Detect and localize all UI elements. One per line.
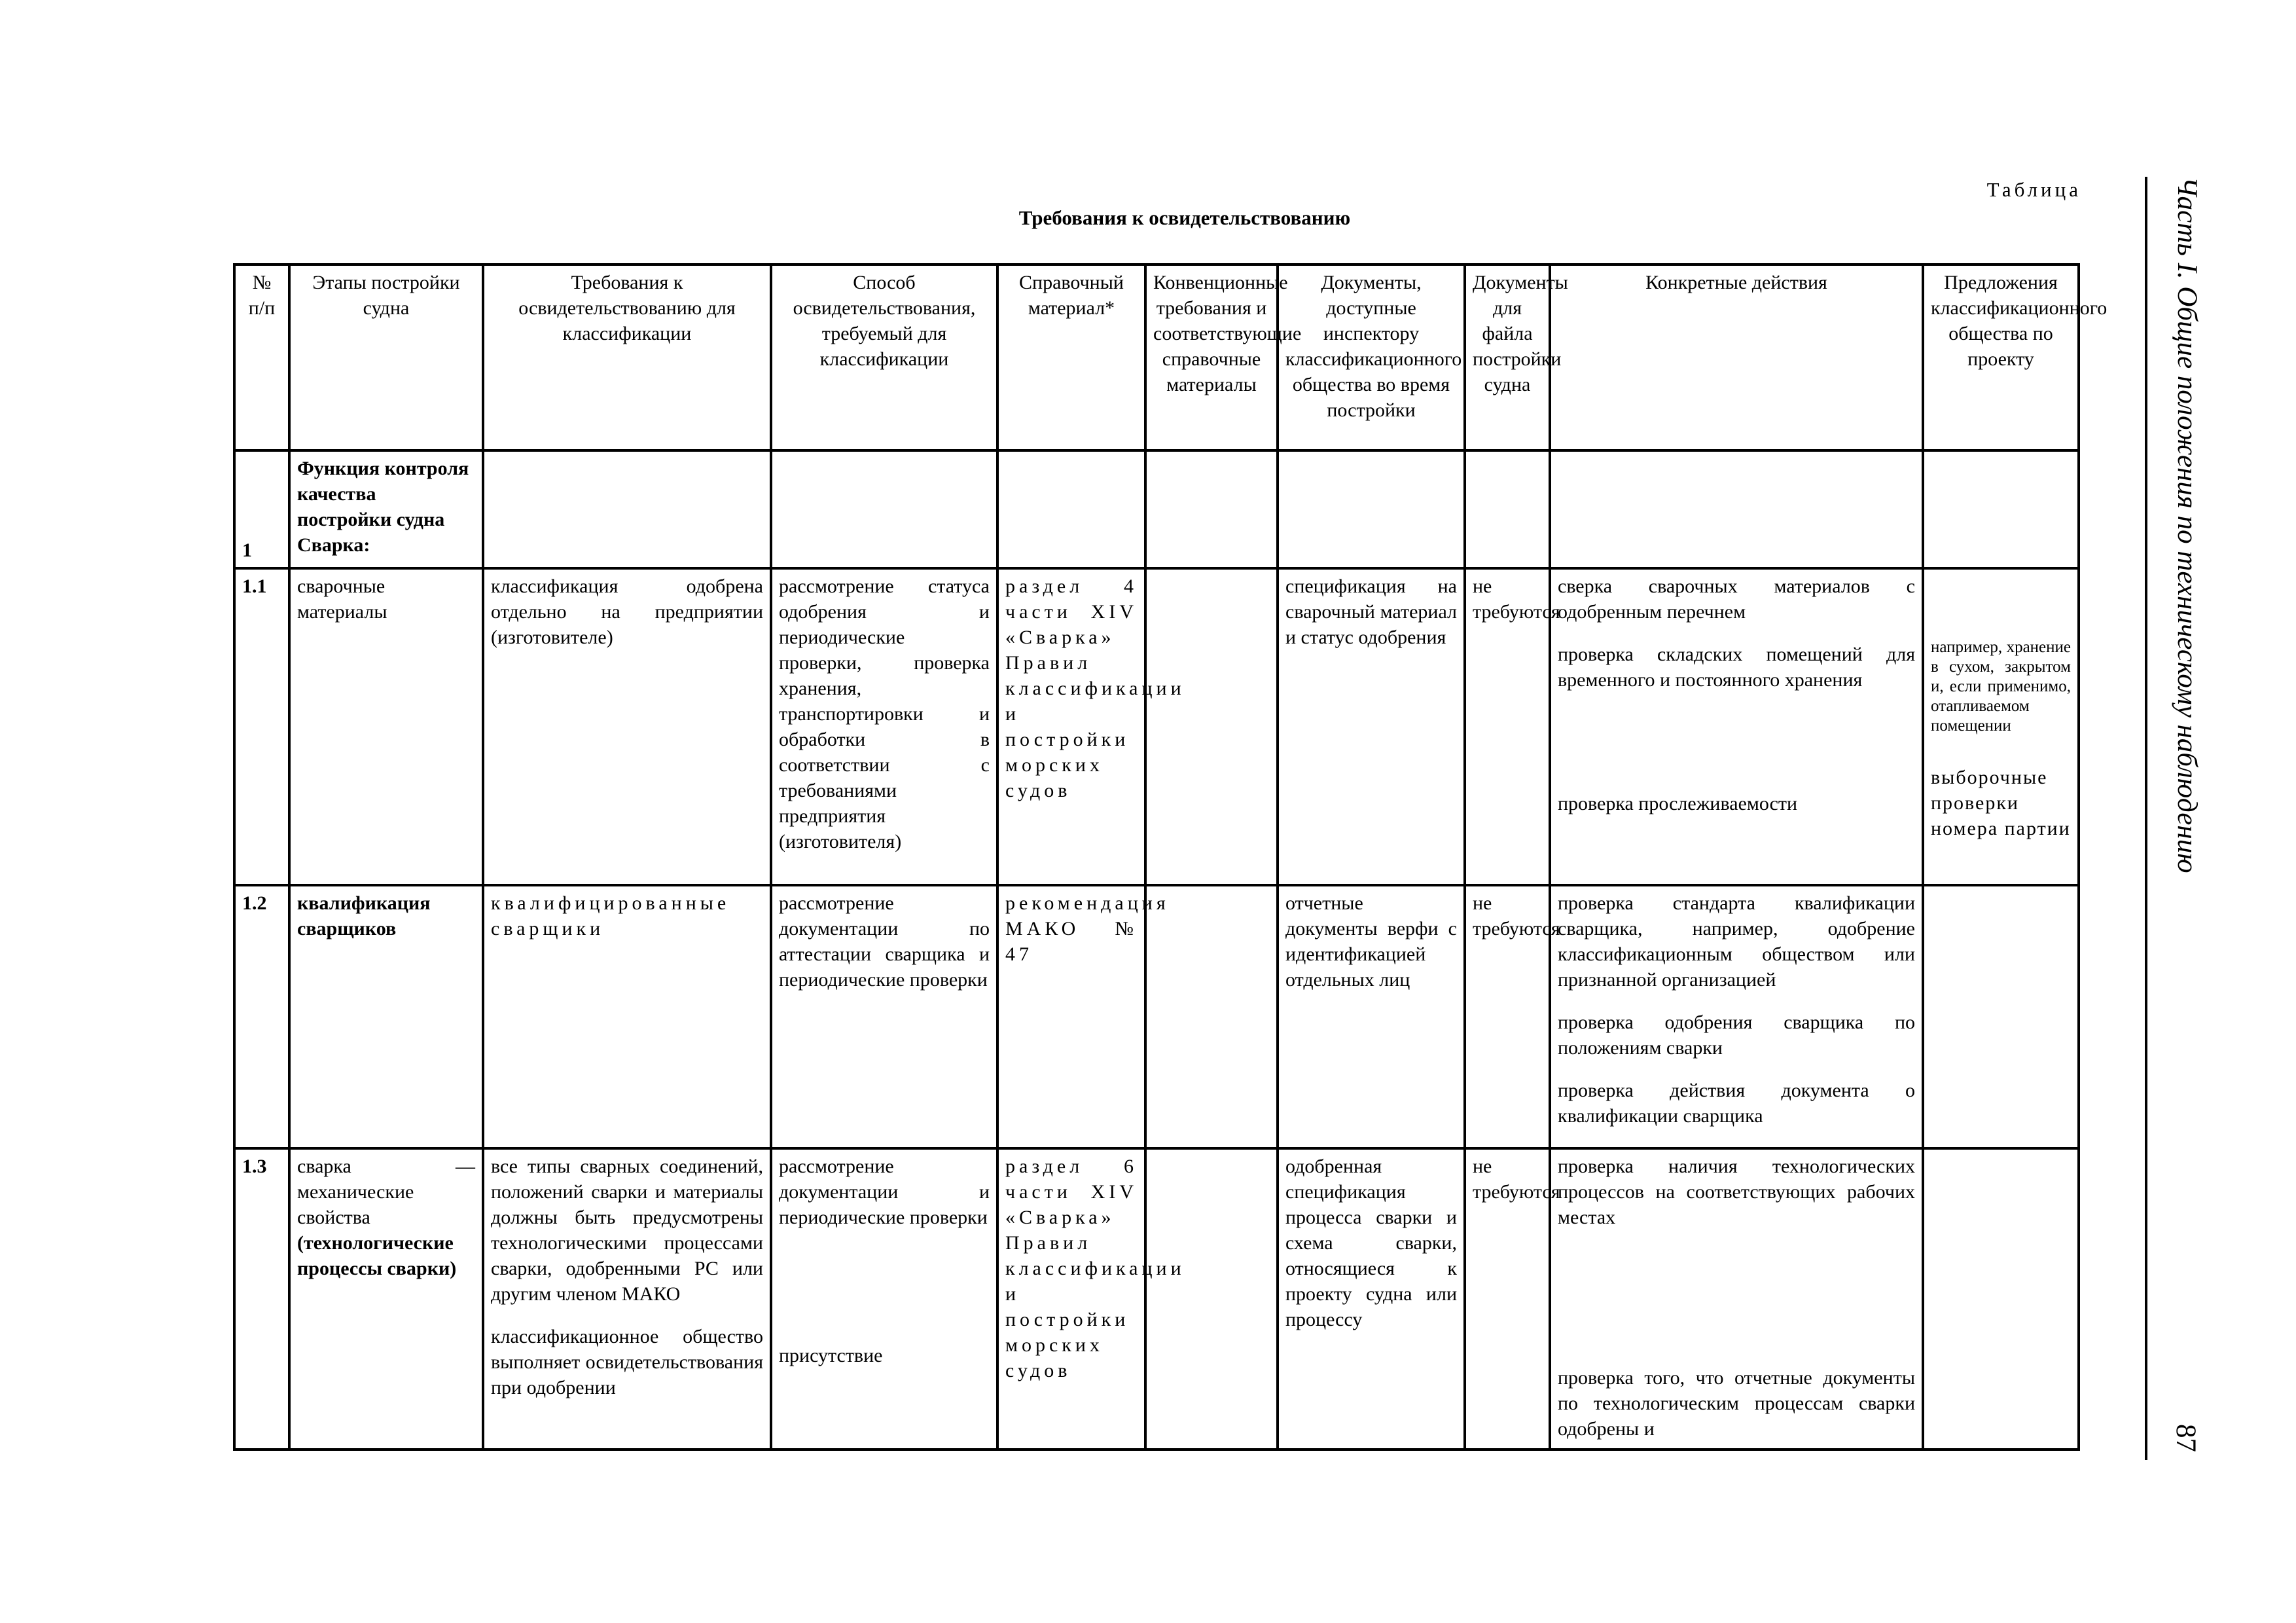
- table-header-row: [234, 264, 2079, 450]
- method-cell: рассмотрение документации по аттестации сварщика и периодические проверки: [771, 885, 997, 1148]
- page-number: 87: [2170, 1424, 2201, 1452]
- proposal-item: например, хранение в сухом, закрытом и, если применимо, отапливаемом помещении: [1931, 638, 2071, 735]
- section-title-cell: [289, 450, 483, 568]
- header-cell: Этапы постройки судна: [289, 264, 483, 450]
- side-running-title: Часть I. Общие положения по техническому наблюдению: [2172, 177, 2202, 873]
- stage-cell: [289, 1148, 483, 1450]
- header-cell: Справочный материал*: [997, 264, 1145, 450]
- method-item: присутствие: [779, 1345, 883, 1366]
- table-row: [234, 568, 2079, 885]
- action-item: проверка одобрения сварщика по положениям сварки: [1558, 1012, 1915, 1059]
- requirement-item: все типы сварных соединений, положений сварки и материалы должны быть предусмотрены технологическими процессами сварки, одобренными РС или другим членом МАКО: [491, 1156, 763, 1305]
- actions-cell: [1550, 1148, 1923, 1450]
- requirement-cell: [483, 1148, 771, 1450]
- table-row: [234, 1148, 2079, 1450]
- header-cell: Документы, доступные инспектору классификационного общества во время постройки: [1278, 264, 1465, 450]
- table-label: Таблица: [1986, 178, 2081, 201]
- requirement-cell: квалифицированные сварщики: [483, 885, 771, 1148]
- file-docs-cell: не требуются: [1465, 1148, 1550, 1450]
- stage-text-detail: (технологические процессы сварки): [297, 1232, 457, 1279]
- documents-cell: спецификация на сварочный материал и статус одобрения: [1278, 568, 1465, 885]
- table-title: Требования к освидетельствованию: [1018, 206, 1351, 229]
- documents-cell: отчетные документы верфи с идентификацией отдельных лиц: [1278, 885, 1465, 1148]
- proposal-item: выборочные проверки номера партии: [1931, 767, 2071, 839]
- stage-cell: сварочные материалы: [289, 568, 483, 885]
- proposals-cell: [1923, 568, 2079, 885]
- method-cell: [771, 1148, 997, 1450]
- documents-cell: одобренная спецификация процесса сварки и схема сварки, относящиеся к проекту судна или процессу: [1278, 1148, 1465, 1450]
- side-rule: [2145, 177, 2147, 1460]
- action-item: сверка сварочных материалов с одобренным перечнем: [1558, 575, 1915, 623]
- row-number: 1.1: [234, 568, 289, 885]
- convention-cell: [1145, 1148, 1278, 1450]
- header-cell: № п/п: [234, 264, 289, 450]
- file-docs-cell: не требуются: [1465, 885, 1550, 1148]
- header-cell: Конвенционные требования и соответствующие справочные материалы: [1145, 264, 1278, 450]
- reference-cell: раздел 6 части XIV «Сварка» Правил классификации и постройки морских судов: [997, 1148, 1145, 1450]
- requirement-cell: классификация одобрена отдельно на предприятии (изготовителе): [483, 568, 771, 885]
- action-item: проверка того, что отчетные документы по технологическим процессам сварки одобрены и: [1558, 1367, 1915, 1440]
- proposals-cell: [1923, 1148, 2079, 1450]
- row-number: 1.2: [234, 885, 289, 1148]
- reference-cell: раздел 4 части XIV «Сварка» Правил классификации и постройки морских судов: [997, 568, 1145, 885]
- section-row: [234, 450, 2079, 568]
- action-item: проверка наличия технологических процессов на соответствующих рабочих местах: [1558, 1156, 1915, 1228]
- actions-cell: [1550, 885, 1923, 1148]
- convention-cell: [1145, 885, 1278, 1148]
- table-row: [234, 885, 2079, 1148]
- reference-cell: рекомендация МАКО № 47: [997, 885, 1145, 1148]
- row-number: 1.3: [234, 1148, 289, 1450]
- requirements-table: [233, 263, 2108, 1451]
- proposals-cell: [1923, 885, 2079, 1148]
- header-cell: Документы для файла постройки судна: [1465, 264, 1550, 450]
- requirement-item: классификационное общество выполняет освидетельствования при одобрении: [491, 1326, 763, 1398]
- section-subtitle: Сварка:: [297, 534, 370, 556]
- action-item: проверка прослеживаемости: [1558, 793, 1798, 814]
- header-cell: Способ освидетельствования, требуемый для классификации: [771, 264, 997, 450]
- stage-text: сварка — механические свойства: [297, 1156, 475, 1228]
- stage-cell: квалификация сварщиков: [289, 885, 483, 1148]
- actions-cell: [1550, 568, 1923, 885]
- action-item: проверка стандарта квалификации сварщика, например, одобрение классификационным обществом или признанной организацией: [1558, 892, 1915, 991]
- convention-cell: [1145, 568, 1278, 885]
- section-title: Функция контроля качества постройки судна: [297, 458, 469, 530]
- action-item: проверка складских помещений для временного и постоянного хранения: [1558, 644, 1915, 691]
- header-cell: Конкретные действия: [1550, 264, 1923, 450]
- method-cell: рассмотрение статуса одобрения и периодические проверки, проверка хранения, транспортировки и обработки в соответствии с требованиями предприятия (изготовителя): [771, 568, 997, 885]
- header-cell: Требования к освидетельствованию для классификации: [483, 264, 771, 450]
- section-number: 1: [234, 450, 289, 568]
- method-item: рассмотрение документации и периодические проверки: [779, 1156, 990, 1228]
- header-cell: Предложения классификационного общества по проекту: [1923, 264, 2079, 450]
- file-docs-cell: не требуются: [1465, 568, 1550, 885]
- action-item: проверка действия документа о квалификации сварщика: [1558, 1080, 1915, 1127]
